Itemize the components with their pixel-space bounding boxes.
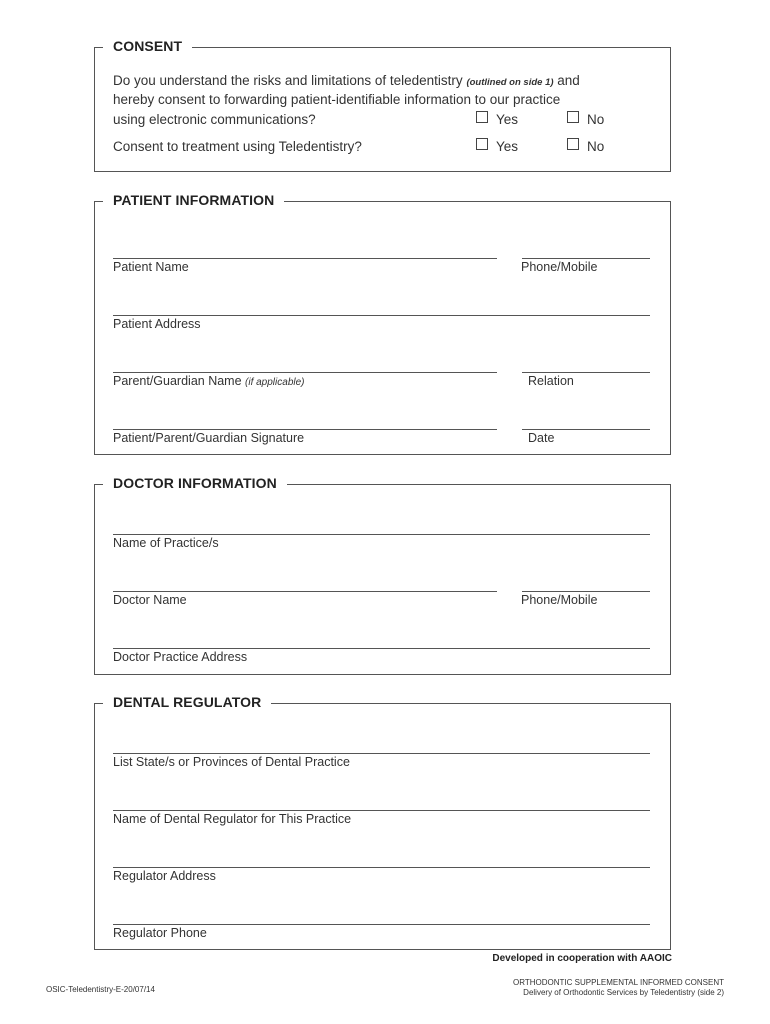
patient-address-line[interactable]: [113, 315, 650, 316]
regulator-title: DENTAL REGULATOR: [103, 694, 271, 710]
q2-yes-label: Yes: [496, 139, 519, 154]
consent-title: CONSENT: [103, 38, 192, 54]
consent-question-1-line-2: hereby consent to forwarding patient-identifiable information to our practice: [113, 92, 561, 107]
relation-label: Relation: [528, 374, 574, 388]
patient-address-label: Patient Address: [113, 317, 201, 331]
date-label: Date: [528, 431, 555, 445]
signature-label: Patient/Parent/Guardian Signature: [113, 431, 305, 445]
consent-question-1-line-1: Do you understand the risks and limitations of teledentistry (outlined on side 1) and: [113, 73, 580, 88]
regulator-phone-line[interactable]: [113, 924, 650, 925]
guardian-name-line[interactable]: [113, 372, 497, 373]
patient-phone-label: Phone/Mobile: [521, 260, 598, 274]
doctor-section: [94, 475, 671, 675]
form-code: OSIC-Teledentistry-E-20/07/14: [46, 985, 155, 994]
patient-name-label: Patient Name: [113, 260, 189, 274]
doctor-address-line[interactable]: [113, 648, 650, 649]
doctor-phone-label: Phone/Mobile: [521, 593, 598, 607]
regulator-section: [94, 694, 671, 950]
relation-line[interactable]: [522, 372, 650, 373]
regulator-states-line[interactable]: [113, 753, 650, 754]
q1-yes-label: Yes: [496, 112, 519, 127]
guardian-note: (if applicable): [245, 377, 305, 388]
q1-no-label: No: [587, 112, 605, 127]
consent-question-1-line-3: using electronic communications?: [113, 112, 316, 127]
doctor-phone-line[interactable]: [522, 591, 650, 592]
q2-no-checkbox[interactable]: [567, 138, 579, 150]
regulator-name-line[interactable]: [113, 810, 650, 811]
q1-no-checkbox[interactable]: [567, 111, 579, 123]
doctor-name-label: Doctor Name: [113, 593, 187, 607]
consent-note: (outlined on side 1): [466, 77, 554, 88]
doctor-name-line[interactable]: [113, 591, 497, 592]
document-subtitle: Delivery of Orthodontic Services by Teledentistry (side 2): [523, 988, 724, 997]
practice-line[interactable]: [113, 534, 650, 535]
document-title: ORTHODONTIC SUPPLEMENTAL INFORMED CONSENT: [513, 978, 724, 987]
doctor-title: DOCTOR INFORMATION: [103, 475, 287, 491]
doctor-address-label: Doctor Practice Address: [113, 650, 248, 664]
regulator-phone-label: Regulator Phone: [113, 926, 207, 940]
signature-line[interactable]: [113, 429, 497, 430]
regulator-address-label: Regulator Address: [113, 869, 216, 883]
q2-no-label: No: [587, 139, 605, 154]
q2-yes-checkbox[interactable]: [476, 138, 488, 150]
patient-phone-line[interactable]: [522, 258, 650, 259]
guardian-name-label: Parent/Guardian Name (if applicable): [113, 374, 305, 388]
patient-name-line[interactable]: [113, 258, 497, 259]
date-line[interactable]: [522, 429, 650, 430]
consent-question-2: Consent to treatment using Teledentistry?: [113, 139, 362, 154]
developed-note: Developed in cooperation with AAOIC: [492, 953, 672, 964]
regulator-states-label: List State/s or Provinces of Dental Practice: [113, 755, 350, 769]
practice-label: Name of Practice/s: [113, 536, 219, 550]
regulator-address-line[interactable]: [113, 867, 650, 868]
regulator-name-label: Name of Dental Regulator for This Practice: [113, 812, 352, 826]
q1-yes-checkbox[interactable]: [476, 111, 488, 123]
patient-title: PATIENT INFORMATION: [103, 192, 284, 208]
